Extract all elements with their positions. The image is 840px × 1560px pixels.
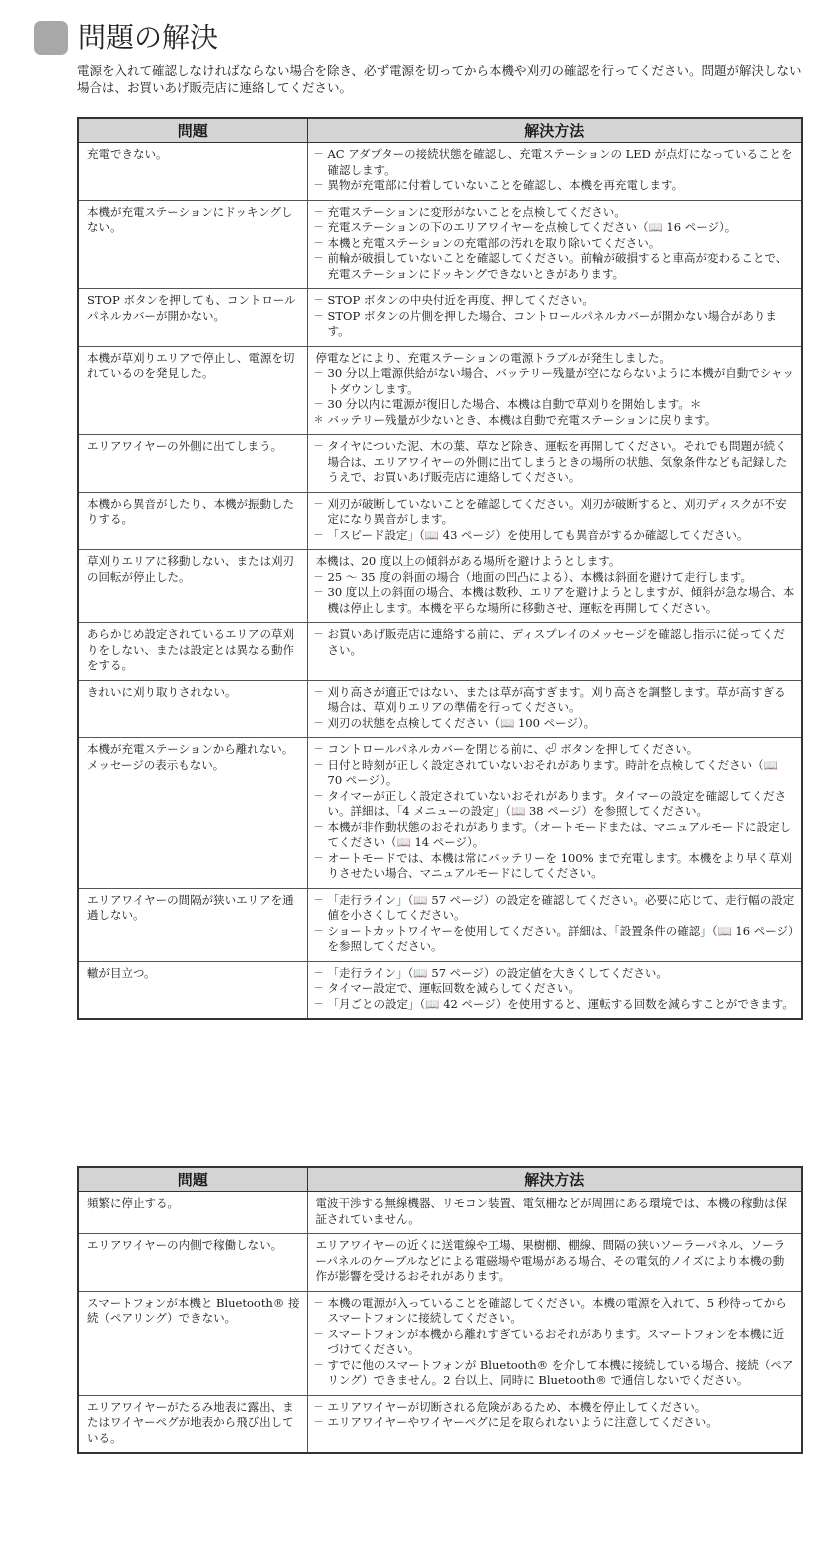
solution-item: － 刈刃が破断していないことを確認してください。刈刃が破断すると、刈刃ディスクが不安定になり異音がします。	[316, 497, 796, 528]
problem-cell: エリアワイヤーの内側で稼働しない。	[78, 1234, 307, 1292]
table-header-row	[78, 1167, 802, 1192]
solution-item: － 「スピード設定」（📖 43 ページ）を使用しても異音がするか確認してください。	[316, 528, 796, 544]
solution-item: － 日付と時刻が正しく設定されていないおそれがあります。時計を点検してください（📖 70 ページ）。	[316, 758, 796, 789]
solution-lead: 停電などにより、充電ステーションの電源トラブルが発生しました。	[315, 350, 671, 365]
solution-cell	[307, 346, 802, 435]
solution-cell	[307, 680, 802, 738]
solution-cell	[307, 1291, 802, 1395]
problem-column-header: 問題	[78, 118, 307, 143]
problem-cell: エリアワイヤーがたるみ地表に露出、またはワイヤーペグが地表から飛び出している。	[78, 1395, 307, 1453]
solution-item: － ショートカットワイヤーを使用してください。詳細は、「設置条件の確認」（📖 16 ページ）を参照してください。	[316, 924, 796, 955]
problem-cell: STOP ボタンを押しても、コントロールパネルカバーが開かない。	[78, 289, 307, 347]
troubleshooting-table-1	[77, 117, 803, 1020]
table-row	[78, 680, 802, 738]
table-row	[78, 346, 802, 435]
solution-list	[316, 685, 796, 732]
problem-column-header: 問題	[78, 1167, 307, 1192]
solution-list	[316, 439, 796, 486]
solution-item: － 30 度以上の斜面の場合、本機は数秒、エリアを避けようとしますが、傾斜が急な場合、本機は停止します。本機を平らな場所に移動させ、運転を再開してください。	[316, 585, 796, 616]
solution-item: － AC アダプターの接続状態を確認し、充電ステーションの LED が点灯になっていることを確認します。	[316, 147, 796, 178]
solution-item: － 異物が充電部に付着していないことを確認し、本機を再充電します。	[316, 178, 796, 194]
solution-list	[316, 205, 796, 283]
solution-list	[316, 742, 796, 882]
problem-cell: 本機が草刈りエリアで停止し、電源を切れているのを発見した。	[78, 346, 307, 435]
solution-list	[316, 966, 796, 1013]
solution-note: ＊ バッテリー残量が少ないとき、本機は自動で充電ステーションに戻ります。	[316, 413, 796, 429]
table-body	[78, 143, 802, 1020]
table-body	[78, 1192, 802, 1454]
solution-cell	[307, 738, 802, 889]
solution-lead: エリアワイヤーの近くに送電線や工場、果樹棚、棚線、間隔の狭いソーラーパネル、ソーラーパネルのケーブルなどによる電磁場や電場がある場合、その電気的ノイズにより本機の動作が影響を受けるおそれがあります。	[315, 1238, 786, 1283]
solution-cell	[307, 1395, 802, 1453]
solution-item: － タイヤについた泥、木の葉、草など除き、運転を再開してください。それでも問題が続く場合は、エリアワイヤーの外側に出てしまうときの場所の状態、気象条件なども記録したうえで、お買いあげ販売店に連絡してください。	[316, 439, 796, 486]
solution-item: － タイマー設定で、運転回数を減らしてください。	[316, 981, 796, 997]
title-row	[34, 18, 824, 58]
solution-item: － すでに他のスマートフォンが Bluetooth® を介して本機に接続している場合、接続（ペアリング）できません。2 台以上、同時に Bluetooth® で通信しないでください。	[316, 1358, 796, 1389]
table-row	[78, 200, 802, 289]
solution-item: － エリアワイヤーが切断される危険があるため、本機を停止してください。	[316, 1400, 796, 1416]
page-header	[34, 18, 824, 96]
table-row	[78, 289, 802, 347]
problem-cell: 草刈りエリアに移動しない、または刈刃の回転が停止した。	[78, 550, 307, 623]
solution-item: － 「走行ライン」（📖 57 ページ）の設定値を大きくしてください。	[316, 966, 796, 982]
table-row	[78, 492, 802, 550]
solution-item: － 30 分以上電源供給がない場合、バッテリー残量が空にならないように本機が自動でシャットダウンします。	[316, 366, 796, 397]
table-row	[78, 961, 802, 1019]
solution-item: － オートモードでは、本機は常にバッテリーを 100% まで充電します。本機をより早く草刈りさせたい場合、マニュアルモードにしてください。	[316, 851, 796, 882]
solution-cell	[307, 888, 802, 961]
solution-cell	[307, 550, 802, 623]
table-row	[78, 143, 802, 201]
solution-cell	[307, 1234, 802, 1292]
solution-lead: 電波干渉する無線機器、リモコン装置、電気柵などが周囲にある環境では、本機の稼動は保証されていません。	[315, 1196, 787, 1226]
solution-cell	[307, 143, 802, 201]
table-row	[78, 888, 802, 961]
solution-item: － 30 分以内に電源が復旧した場合、本機は自動で草刈りを開始します。＊	[316, 397, 796, 413]
table-row	[78, 738, 802, 889]
solution-item: － 「月ごとの設定」（📖 42 ページ）を使用すると、運転する回数を減らすことができます。	[316, 997, 796, 1013]
solution-lead: 本機は、20 度以上の傾斜がある場所を避けようとします。	[315, 554, 621, 568]
solution-column-header: 解決方法	[307, 118, 802, 143]
solution-list	[316, 293, 796, 340]
problem-cell: 充電できない。	[78, 143, 307, 201]
solution-cell	[307, 961, 802, 1019]
solution-item: － コントロールパネルカバーを閉じる前に、⏎ ボタンを押してください。	[316, 742, 796, 758]
table-row	[78, 1234, 802, 1292]
solution-cell	[307, 435, 802, 493]
table-row	[78, 435, 802, 493]
solution-item: － STOP ボタンの片側を押した場合、コントロールパネルカバーが開かない場合があります。	[316, 309, 796, 340]
problem-cell: きれいに刈り取りされない。	[78, 680, 307, 738]
solution-item: － お買いあげ販売店に連絡する前に、ディスプレイのメッセージを確認し指示に従ってください。	[316, 627, 796, 658]
solution-item: － 「走行ライン」（📖 57 ページ）の設定を確認してください。必要に応じて、走行幅の設定値を小さくしてください。	[316, 893, 796, 924]
problem-cell: エリアワイヤーの間隔が狭いエリアを通過しない。	[78, 888, 307, 961]
solution-list	[316, 366, 796, 428]
solution-item: － タイマーが正しく設定されていないおそれがあります。タイマーの設定を確認してください。詳細は、「4 メニューの設定」（📖 38 ページ）を参照してください。	[316, 789, 796, 820]
solution-cell	[307, 492, 802, 550]
problem-cell: 本機が充電ステーションから離れない。メッセージの表示もない。	[78, 738, 307, 889]
solution-item: － スマートフォンが本機から離れすぎているおそれがあります。スマートフォンを本機に近づけてください。	[316, 1327, 796, 1358]
problem-cell: エリアワイヤーの外側に出てしまう。	[78, 435, 307, 493]
table-row	[78, 623, 802, 681]
table-row	[78, 1291, 802, 1395]
solution-item: － 充電ステーションに変形がないことを点検してください。	[316, 205, 796, 221]
table-row	[78, 1192, 802, 1234]
solution-item: － エリアワイヤーやワイヤーペグに足を取られないように注意してください。	[316, 1415, 796, 1431]
section-marker-icon	[34, 21, 68, 55]
solution-list	[316, 1296, 796, 1389]
problem-cell: あらかじめ設定されているエリアの草刈りをしない、または設定とは異なる動作をする。	[78, 623, 307, 681]
solution-item: － 刈刃の状態を点検してください（📖 100 ページ）。	[316, 716, 796, 732]
solution-item: － 前輪が破損していないことを確認してください。前輪が破損すると車高が変わることで、充電ステーションにドッキングできないときがあります。	[316, 251, 796, 282]
solution-cell	[307, 623, 802, 681]
solution-item: － 本機の電源が入っていることを確認してください。本機の電源を入れて、5 秒待ってからスマートフォンに接続してください。	[316, 1296, 796, 1327]
solution-cell	[307, 200, 802, 289]
troubleshooting-table-2	[77, 1166, 803, 1454]
solution-item: － 本機と充電ステーションの充電部の汚れを取り除いてください。	[316, 236, 796, 252]
problem-cell: 頻繁に停止する。	[78, 1192, 307, 1234]
table-row	[78, 1395, 802, 1453]
problem-cell: 本機が充電ステーションにドッキングしない。	[78, 200, 307, 289]
solution-item: － STOP ボタンの中央付近を再度、押してください。	[316, 293, 796, 309]
solution-list	[316, 570, 796, 617]
solution-list	[316, 497, 796, 544]
problem-cell: 轍が目立つ。	[78, 961, 307, 1019]
page-title: 問題の解決	[78, 21, 219, 54]
solution-list	[316, 1400, 796, 1431]
solution-list	[316, 627, 796, 658]
problem-cell: 本機から異音がしたり、本機が振動したりする。	[78, 492, 307, 550]
solution-list	[316, 147, 796, 194]
solution-column-header: 解決方法	[307, 1167, 802, 1192]
solution-item: － 充電ステーションの下のエリアワイヤーを点検してください（📖 16 ページ）。	[316, 220, 796, 236]
solution-cell	[307, 289, 802, 347]
solution-item: － 25 ～ 35 度の斜面の場合（地面の凹凸による）、本機は斜面を避けて走行します。	[316, 570, 796, 586]
solution-item: － 刈り高さが適正ではない、または草が高すぎます。刈り高さを調整します。草が高すぎる場合は、草刈りエリアの準備を行ってください。	[316, 685, 796, 716]
table-header-row	[78, 118, 802, 143]
problem-cell: スマートフォンが本機と Bluetooth® 接続（ペアリング）できない。	[78, 1291, 307, 1395]
intro-text: 電源を入れて確認しなければならない場合を除き、必ず電源を切ってから本機や刈刃の確認を行ってください。問題が解決しない場合は、お買いあげ販売店に連絡してください。	[77, 63, 802, 95]
solution-list	[316, 893, 796, 955]
solution-cell	[307, 1192, 802, 1234]
solution-item: － 本機が非作動状態のおそれがあります。（オートモードまたは、マニュアルモードに設定してください（📖 14 ページ）。	[316, 820, 796, 851]
table-row	[78, 550, 802, 623]
